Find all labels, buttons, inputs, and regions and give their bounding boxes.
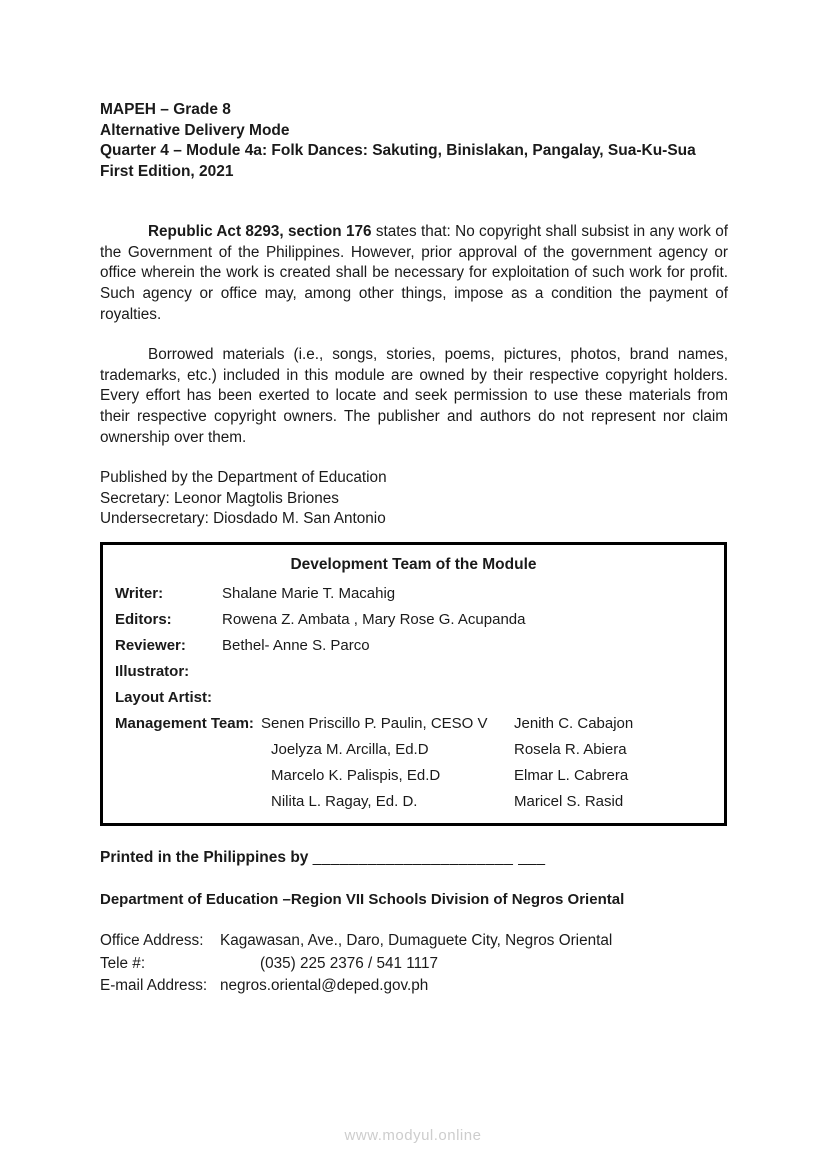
management-name-col1: Marcelo K. Palispis, Ed.D xyxy=(271,767,441,784)
secretary-line: Secretary: Leonor Magtolis Briones xyxy=(100,489,339,507)
dev-team-row-illustrator xyxy=(115,659,712,685)
dev-team-row-reviewer xyxy=(115,633,712,659)
printed-by-blank-line: ______________________ ___ xyxy=(312,849,546,866)
development-team-title: Development Team of the Module xyxy=(290,556,537,573)
dev-team-row-editors xyxy=(115,607,712,633)
management-name-col1: Senen Priscillo P. Paulin, CESO V xyxy=(261,715,488,732)
management-team-row-3 xyxy=(115,763,712,789)
contact-block xyxy=(100,930,728,998)
header-line-quarter-module: Quarter 4 – Module 4a: Folk Dances: Sakuting, Binislakan, Pangalay, Sua-Ku-Sua xyxy=(100,142,696,160)
management-name-col2: Rosela R. Abiera xyxy=(514,741,627,758)
development-team-box xyxy=(100,542,727,826)
writer-label: Writer: xyxy=(115,585,164,602)
dev-team-row-layout-artist xyxy=(115,685,712,711)
email-value: negros.oriental@deped.gov.ph xyxy=(220,977,429,995)
management-label-spacer xyxy=(115,789,261,815)
management-name-col1: Joelyza M. Arcilla, Ed.D xyxy=(271,741,429,758)
management-name-col1: Nilita L. Ragay, Ed. D. xyxy=(271,793,418,810)
contact-row-telephone xyxy=(100,953,728,976)
borrowed-materials-paragraph: Borrowed materials (i.e., songs, stories, poems, pictures, photos, brand names, trademarks, etc.) included in this module are owned by their respective copyright holders. Every effort has been exerted to locate and seek permission to use these materials from their respective copyright owners. The publisher and authors do not represent nor claim ownership over them. xyxy=(100,346,728,446)
telephone-label: Tele #: xyxy=(100,954,146,972)
illustrator-value xyxy=(222,659,712,685)
undersecretary-line: Undersecretary: Diosdado M. San Antonio xyxy=(100,510,386,528)
reviewer-value: Bethel- Anne S. Parco xyxy=(222,637,370,654)
email-label: E-mail Address: xyxy=(100,977,208,995)
management-team-row-1 xyxy=(115,711,712,737)
published-by-line: Published by the Department of Education xyxy=(100,469,387,486)
header-line-edition: First Edition, 2021 xyxy=(100,162,234,180)
dev-team-row-writer xyxy=(115,581,712,607)
contact-row-email xyxy=(100,975,728,998)
management-name-col2: Maricel S. Rasid xyxy=(514,793,624,810)
site-watermark: www.modyul.online xyxy=(344,1127,482,1144)
management-label-spacer xyxy=(115,763,261,789)
layout-artist-value xyxy=(222,685,712,711)
editors-label: Editors: xyxy=(115,611,172,628)
schools-division-line: Department of Education –Region VII Schools Division of Negros Oriental xyxy=(100,891,625,908)
office-address-value: Kagawasan, Ave., Daro, Dumaguete City, Negros Oriental xyxy=(220,932,613,949)
printed-by-label: Printed in the Philippines by xyxy=(100,849,309,866)
management-label-spacer xyxy=(115,737,261,763)
publisher-block xyxy=(100,468,728,530)
copyright-paragraph-republic-act xyxy=(100,222,728,326)
management-name-col2: Jenith C. Cabajon xyxy=(514,715,634,732)
writer-value: Shalane Marie T. Macahig xyxy=(222,585,396,602)
management-team-label: Management Team: xyxy=(115,715,254,732)
management-team-row-2 xyxy=(115,737,712,763)
header-line-title: MAPEH – Grade 8 xyxy=(100,101,231,118)
management-name-col2: Elmar L. Cabrera xyxy=(514,767,629,784)
header-line-delivery-mode: Alternative Delivery Mode xyxy=(100,121,290,139)
republic-act-bold-lead: Republic Act 8293, section 176 xyxy=(148,223,372,240)
republic-act-body-text: states that: No copyright shall subsist in any work of the Government of the Philippines. However, prior approval of the government agency or office wherein the work is created shall be necessary for exploitation of such work for profit. Such agency or office may, among other things, impose as a condition the payment of royalties. xyxy=(100,223,728,323)
printed-in-philippines-line xyxy=(100,849,728,867)
layout-artist-label: Layout Artist: xyxy=(115,689,212,706)
illustrator-label: Illustrator: xyxy=(115,663,190,680)
management-team-row-4 xyxy=(115,789,712,815)
office-address-label: Office Address: xyxy=(100,932,204,949)
contact-row-office-address xyxy=(100,930,728,953)
telephone-value: (035) 225 2376 / 541 1117 xyxy=(260,954,439,972)
module-header xyxy=(100,100,728,182)
editors-value: Rowena Z. Ambata , Mary Rose G. Acupanda xyxy=(222,611,526,628)
reviewer-label: Reviewer: xyxy=(115,637,186,654)
